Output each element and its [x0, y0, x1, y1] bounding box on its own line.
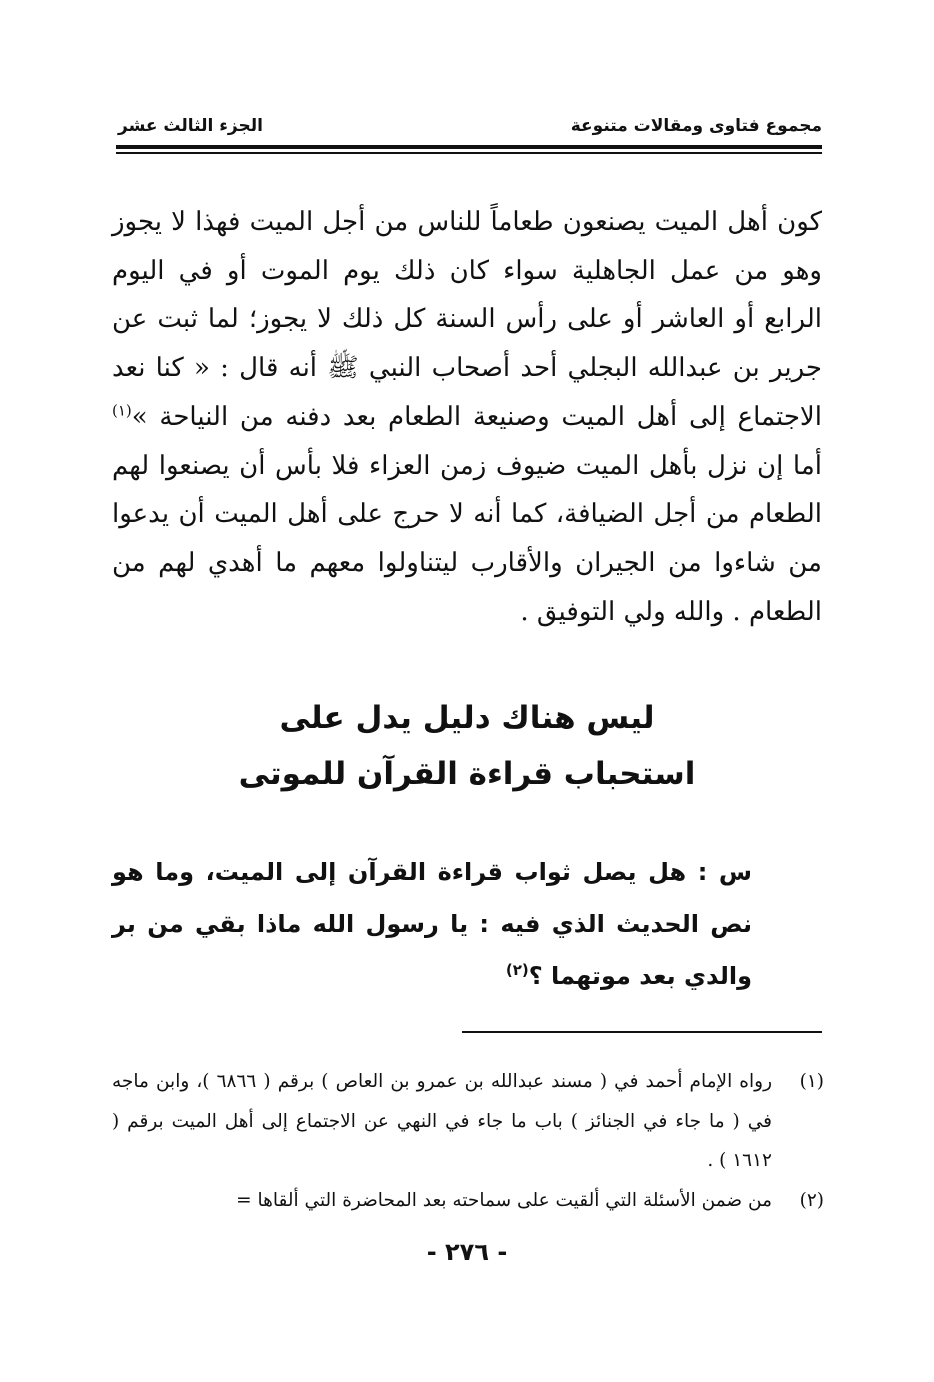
paragraph-text-part1: كون أهل الميت يصنعون طعاماً للناس من أجل الميت فهذا لا يجوز وهو من عمل الجاهلية سواء كان ذلك يوم الموت أو في اليوم الرابع أو العاشر أو على رأس السنة كل ذلك لا يجوز؛ لما ثبت عن جرير بن عبدالله البجلي أحد أصحاب النبي ﷺ أنه قال : « كنا نعد الاجتماع إلى أهل الميت وصنيعة الطعام بعد دفنه من النياحة »	[112, 207, 822, 432]
paragraph-text-part2: أما إن نزل بأهل الميت ضيوف زمن العزاء فلا بأس أن يصنعوا لهم الطعام من أجل الضيافة، كما أنه لا حرج على أهل الميت أن يدعوا من شاءوا من الجيران والأقارب ليتناولوا معهم ما أهدي لهم من الطعام . والله ولي التوفيق .	[112, 450, 822, 627]
section-heading-line-2: استحباب قراءة القرآن للموتى	[238, 756, 696, 792]
question-text	[112, 846, 752, 1002]
book-title: مجموع فتاوى ومقالات متنوعة	[570, 116, 822, 136]
footnotes	[112, 1062, 824, 1220]
volume-label: الجزء الثالث عشر	[118, 116, 263, 136]
question-text-body: س : هل يصل ثواب قراءة القرآن إلى الميت، وما هو نص الحديث الذي فيه : يا رسول الله ماذا بقي من بر والدي بعد موتهما ؟	[112, 858, 752, 990]
footnote-number: (١)	[799, 1071, 824, 1092]
footnote-2	[112, 1181, 824, 1221]
body-paragraph	[112, 198, 822, 636]
running-header	[118, 112, 822, 142]
footnote-1	[112, 1062, 824, 1181]
header-rule-thick	[116, 145, 822, 149]
footnote-text: رواه الإمام أحمد في ( مسند عبدالله بن عمرو بن العاص ) برقم ( ٦٨٦٦ )، وابن ماجه في ( ما جاء في الجنائز ) باب ما جاء في النهي عن الاجتماع إلى أهل الميت برقم ( ١٦١٢ ) .	[112, 1071, 773, 1171]
section-heading-line-1: ليس هناك دليل يدل على	[279, 700, 655, 736]
footnote-separator	[462, 1031, 822, 1033]
question-block	[112, 846, 752, 1002]
paragraph-text	[112, 198, 822, 636]
header-rule-thin	[116, 152, 822, 154]
section-heading	[112, 690, 822, 802]
footnote-ref-2[interactable]: (٢)	[505, 961, 529, 979]
footnote-ref-1[interactable]: (١)	[112, 401, 132, 420]
footnote-text: من ضمن الأسئلة التي ألقيت على سماحته بعد المحاضرة التي ألقاها =	[236, 1189, 772, 1211]
page-number: - ٢٧٦ -	[426, 1238, 508, 1266]
footnote-number: (٢)	[799, 1189, 824, 1211]
